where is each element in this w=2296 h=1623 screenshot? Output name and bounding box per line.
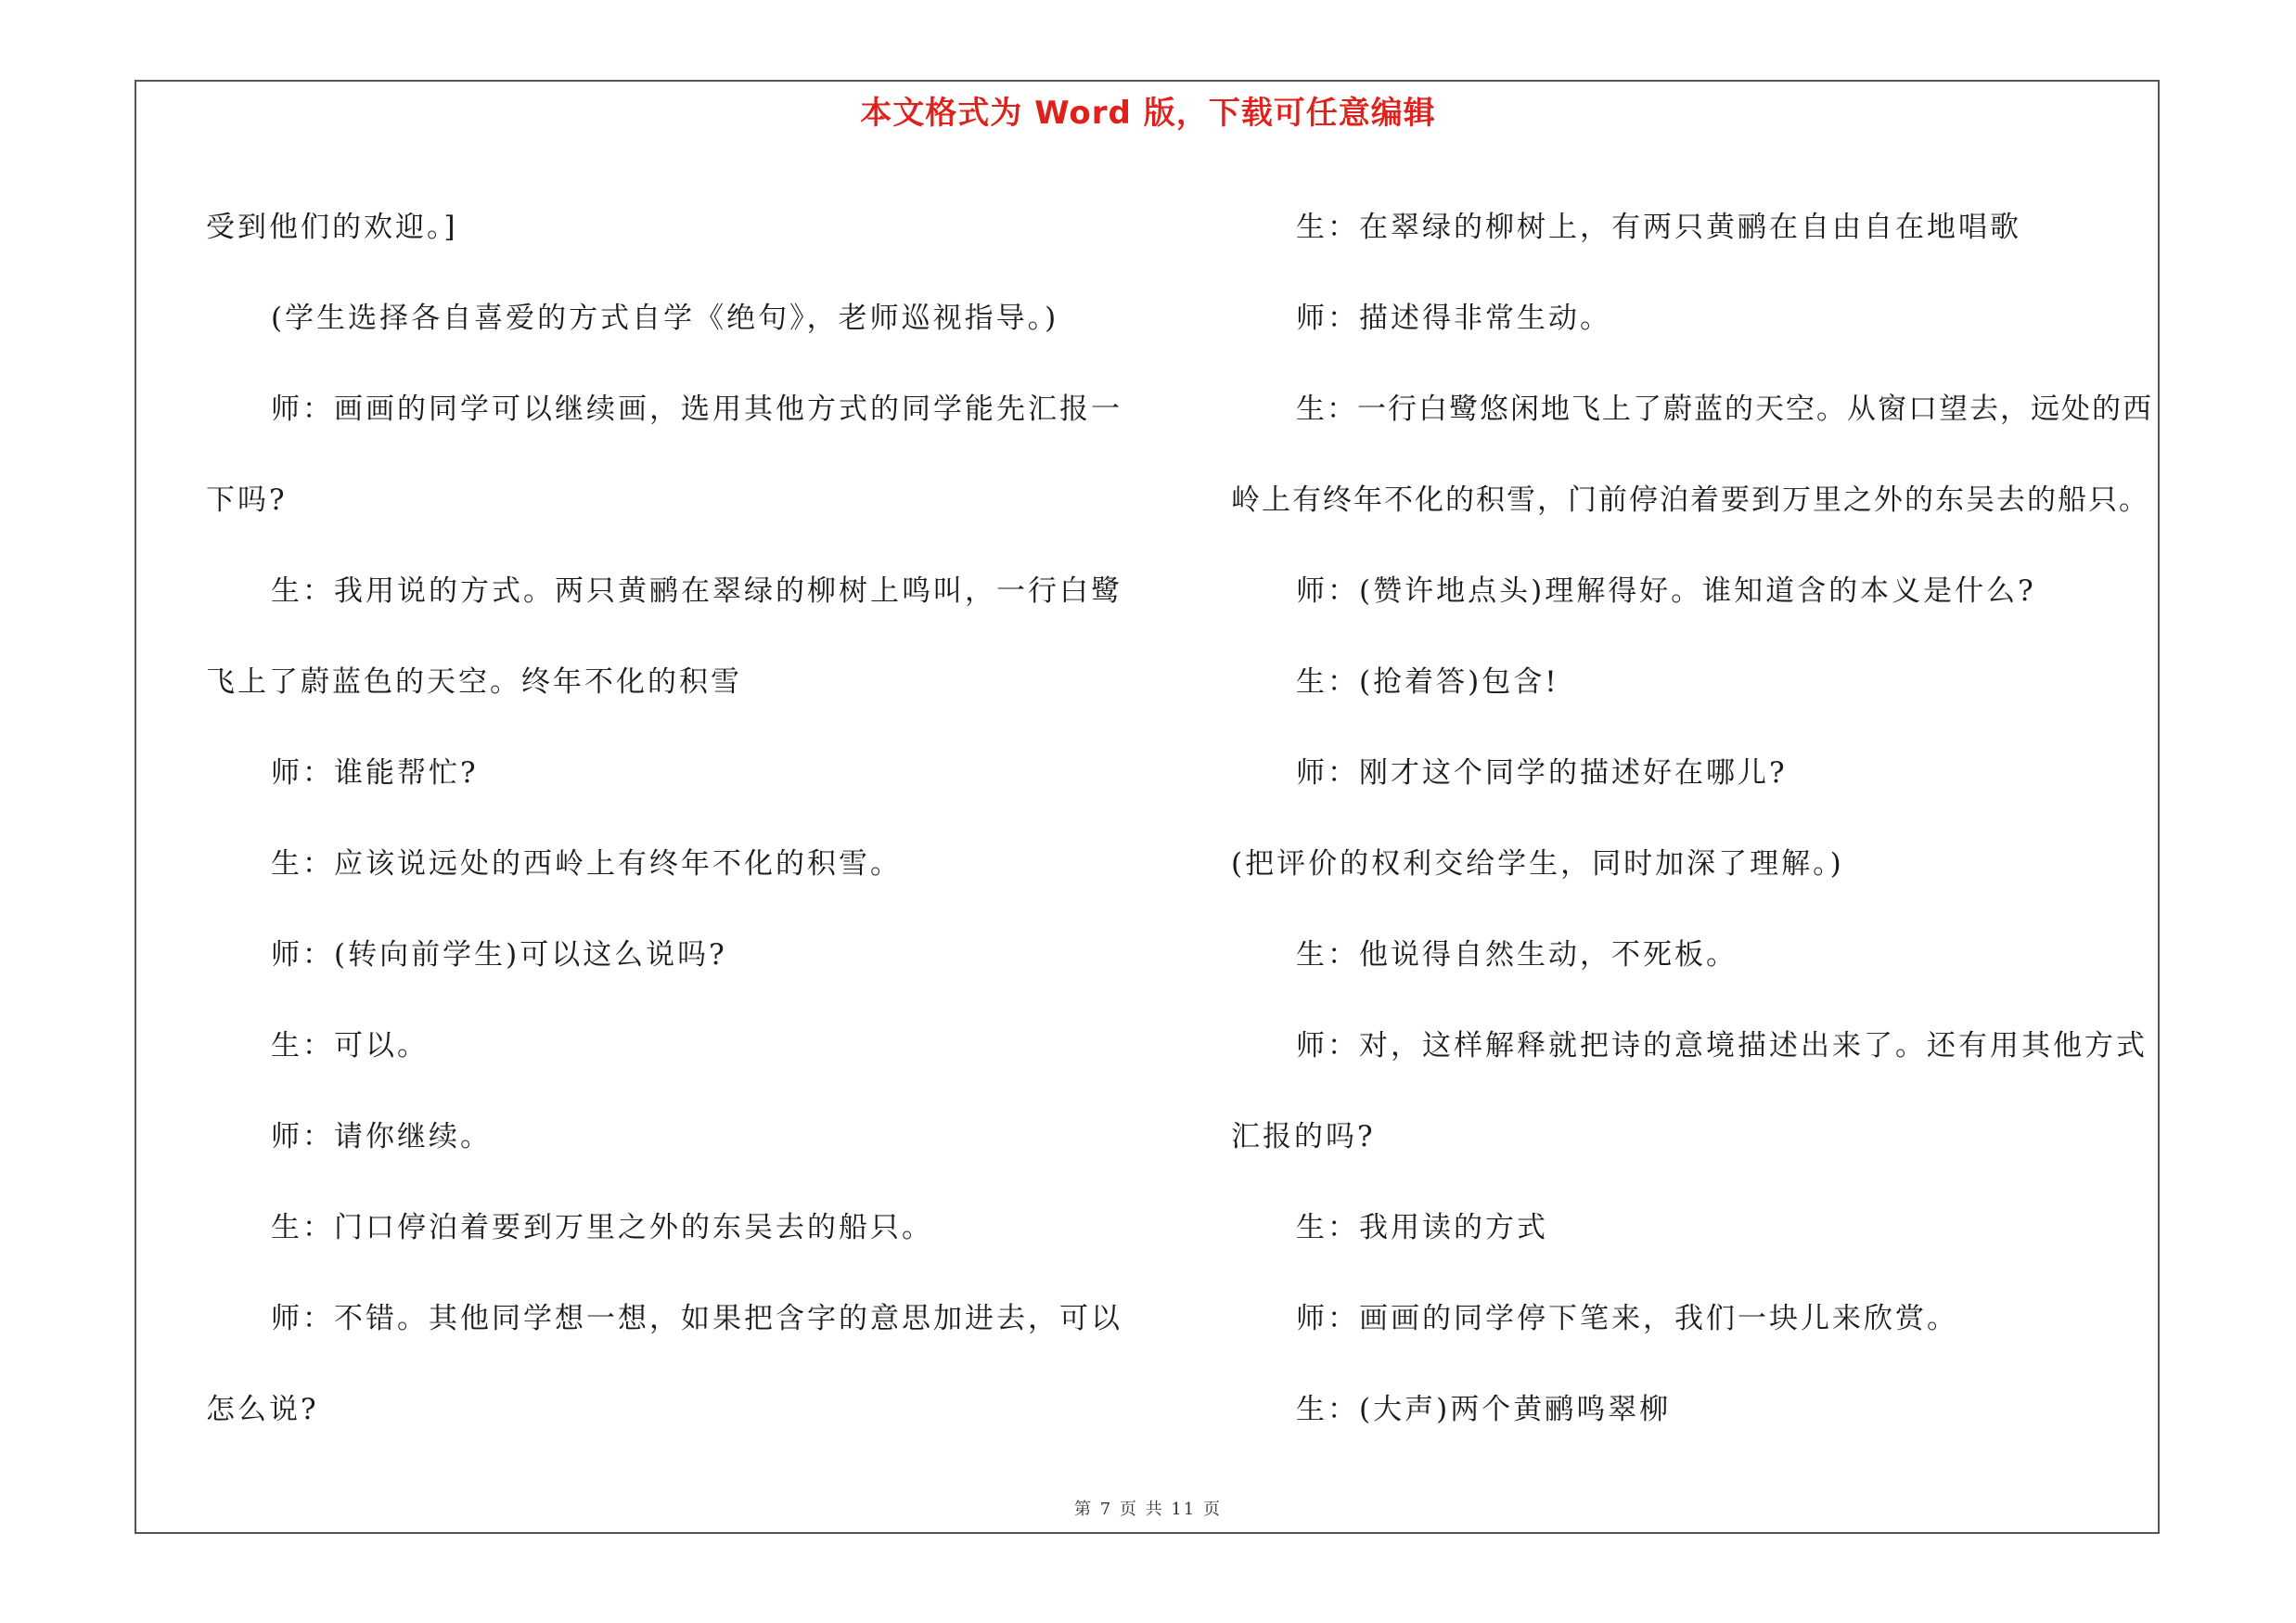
right-column <box>1231 182 2159 1455</box>
page-number: 第 7 页 共 11 页 <box>1074 1500 1222 1519</box>
paragraph: 师：刚才这个同学的描述好在哪儿? <box>1296 756 1788 790</box>
paragraph: 生：我用读的方式 <box>1296 1211 1548 1244</box>
paragraph: 师：描述得非常生动。 <box>1296 302 1611 335</box>
paragraph: 受到他们的欢迎。] <box>206 211 458 244</box>
paragraph: (把评价的权利交给学生，同时加深了理解。) <box>1231 847 1844 881</box>
paragraph: 生：我用说的方式。两只黄鹂在翠绿的柳树上鸣叫，一行白鹭飞上了蔚蓝色的天空。终年不化的积雪 <box>206 574 1122 699</box>
paragraph: 生：可以。 <box>271 1029 429 1063</box>
paragraph: 生：(抢着答)包含! <box>1296 665 1559 699</box>
paragraph: 师：(赞许地点头)理解得好。谁知道含的本义是什么? <box>1296 574 2036 608</box>
paragraph: 师：画画的同学停下笔来，我们一块儿来欣赏。 <box>1296 1302 1958 1335</box>
paragraph: 师：画画的同学可以继续画，选用其他方式的同学能先汇报一下吗? <box>206 393 1122 517</box>
paragraph: 师：请你继续。 <box>271 1120 492 1153</box>
paragraph: 师：对，这样解释就把诗的意境描述出来了。还有用其他方式汇报的吗? <box>1231 1029 2148 1153</box>
paragraph: 生：应该说远处的西岭上有终年不化的积雪。 <box>271 847 902 881</box>
paragraph: 生：在翠绿的柳树上，有两只黄鹂在自由自在地唱歌 <box>1296 211 2021 244</box>
paragraph: 生：(大声)两个黄鹂鸣翠柳 <box>1296 1393 1672 1426</box>
paragraph: 生：一行白鹭悠闲地飞上了蔚蓝的天空。从窗口望去，远处的西岭上有终年不化的积雪，门前停泊着要到万里之外的东吴去的船只。 <box>1231 393 2153 517</box>
document-banner: 本文格式为 Word 版，下载可任意编辑 <box>860 95 1436 132</box>
paragraph: 师：(转向前学生)可以这么说吗? <box>271 938 727 972</box>
left-column <box>206 182 1134 1455</box>
paragraph: 生：他说得自然生动，不死板。 <box>1296 938 1738 972</box>
paragraph: 师：谁能帮忙? <box>271 756 479 790</box>
paragraph: 生：门口停泊着要到万里之外的东吴去的船只。 <box>271 1211 933 1244</box>
paragraph: 师：不错。其他同学想一想，如果把含字的意思加进去，可以怎么说? <box>206 1302 1122 1426</box>
paragraph: (学生选择各自喜爱的方式自学《绝句》，老师巡视指导。) <box>271 302 1059 335</box>
